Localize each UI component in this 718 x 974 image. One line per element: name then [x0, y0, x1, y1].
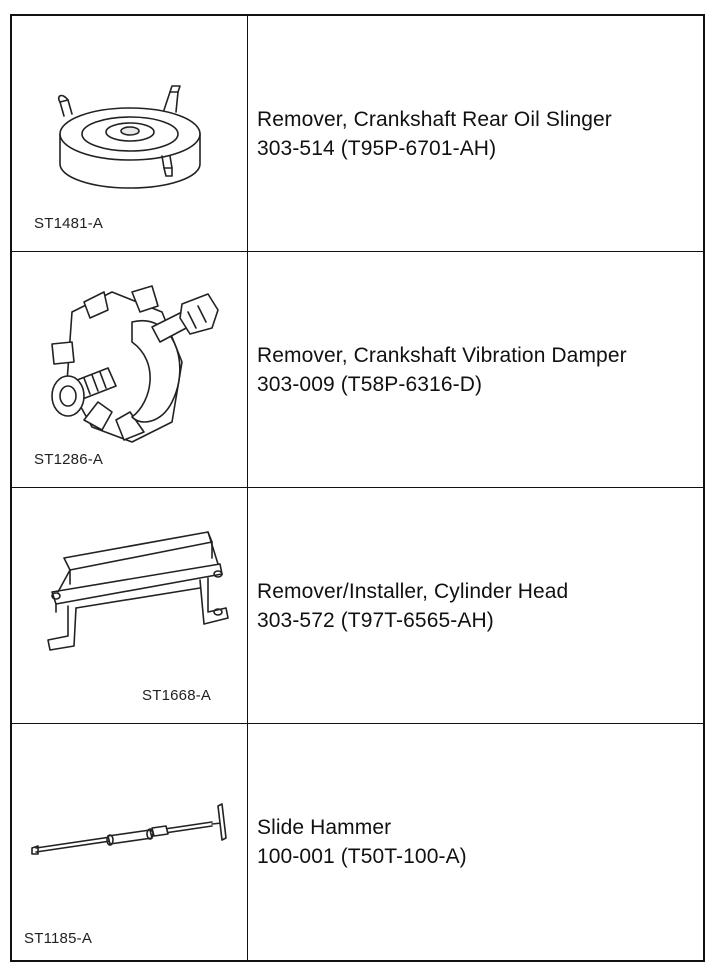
cylinder-head-remover-installer-icon — [12, 488, 248, 724]
tool-part-number: 303-009 (T58P-6316-D) — [257, 372, 483, 396]
tool-description-cell — [248, 488, 703, 724]
tool-illustration-cell — [12, 724, 248, 960]
tool-description-cell — [248, 724, 703, 960]
tool-description-cell — [248, 252, 703, 488]
special-tools-table — [10, 14, 705, 962]
tool-name: Slide Hammer — [257, 816, 392, 839]
tool-description-cell — [248, 16, 703, 252]
tool-name: Remover, Crankshaft Rear Oil Slinger — [257, 107, 612, 131]
tool-name: Remover/Installer, Cylinder Head — [257, 579, 569, 603]
illustration-code: ST1481-A — [34, 215, 104, 232]
slide-hammer-icon — [12, 724, 248, 960]
illustration-code: ST1668-A — [142, 687, 212, 704]
tool-illustration-cell — [12, 252, 248, 488]
tool-illustration-cell — [12, 16, 248, 252]
tool-part-number: 100-001 (T50T-100-A) — [257, 845, 467, 868]
tool-illustration-cell — [12, 488, 248, 724]
tool-name: Remover, Crankshaft Vibration Damper — [257, 343, 627, 367]
tool-part-number: 303-572 (T97T-6565-AH) — [257, 608, 494, 632]
tool-part-number: 303-514 (T95P-6701-AH) — [257, 136, 497, 160]
illustration-code: ST1185-A — [24, 930, 93, 947]
illustration-code: ST1286-A — [34, 451, 104, 468]
